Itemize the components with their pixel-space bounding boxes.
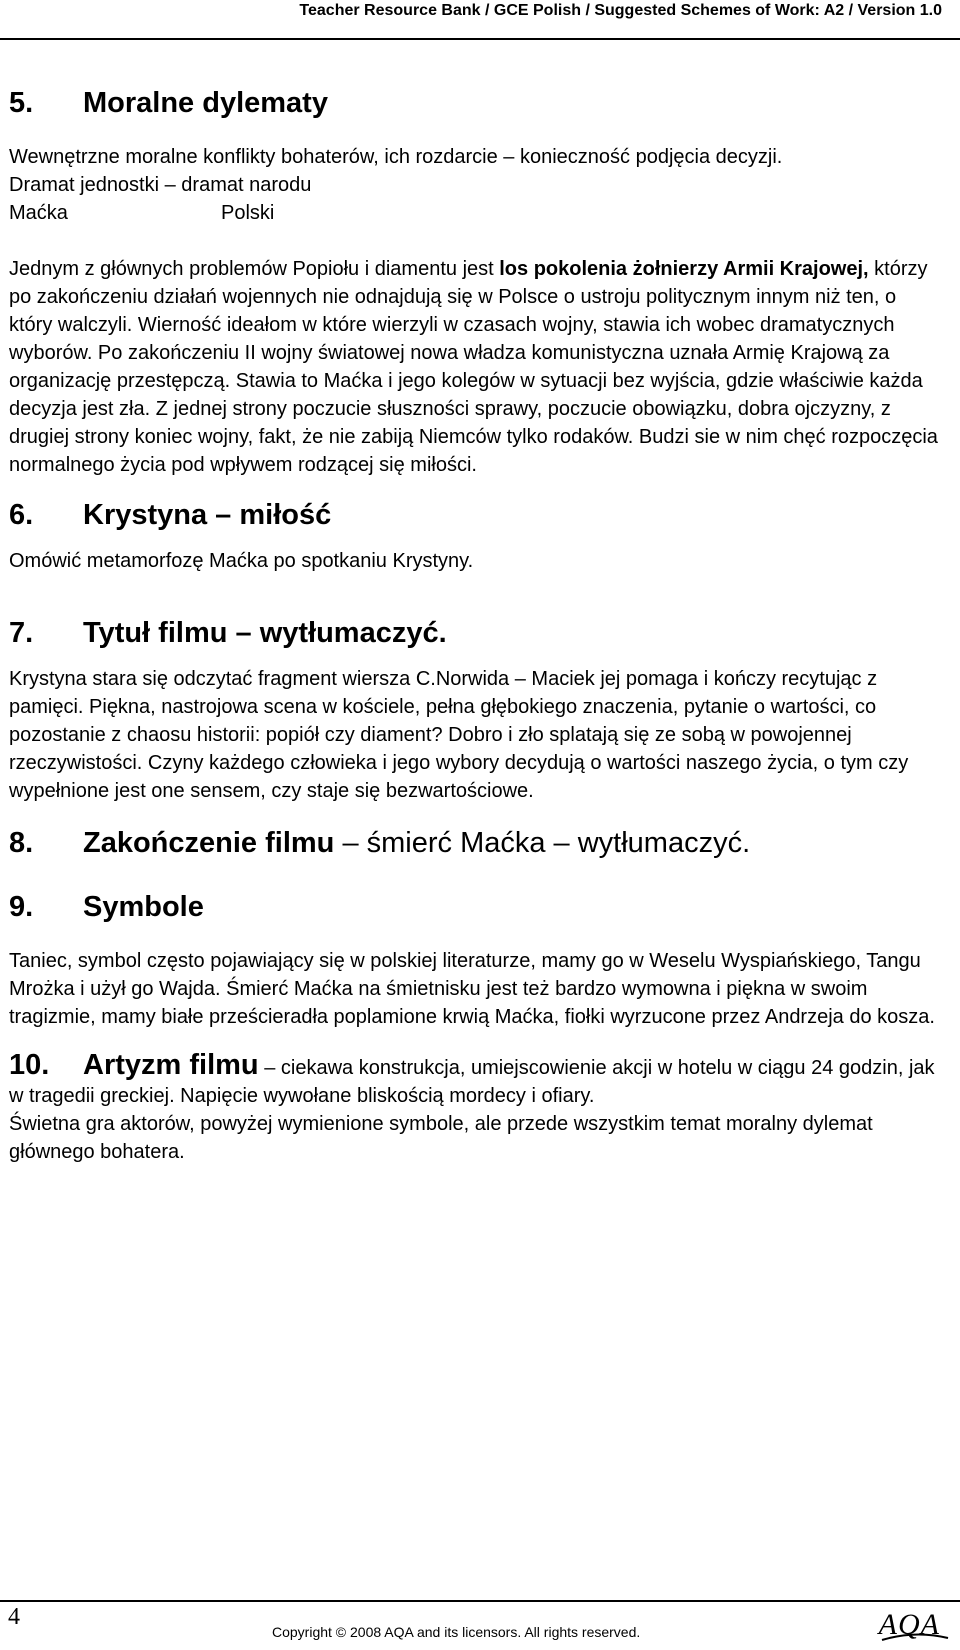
section-number: 10. (9, 1049, 50, 1081)
section-10 (9, 1051, 944, 1166)
section-number: 8. (9, 827, 34, 859)
page-footer (0, 1600, 960, 1650)
logo-swoosh-icon (880, 1630, 950, 1644)
section-title: Krystyna – miłość (83, 499, 332, 531)
section-9-heading (9, 889, 944, 925)
text-run: – ciekawa konstrukcja, umiejscowienie akcji w hotelu w ciągu 24 godzin, jak w tragedii greckiej. Napięcie wywołane bliskością mordecy i ofiary. (9, 1057, 935, 1107)
section-title: Tytuł filmu – wytłumaczyć. (83, 617, 447, 649)
section-title-inline (83, 825, 750, 861)
section-title: Moralne dylematy (83, 87, 328, 119)
section-7 (9, 615, 944, 805)
section-5 (9, 85, 944, 479)
paragraph: Dramat jednostki – dramat narodu (9, 174, 312, 196)
header-text: Teacher Resource Bank / GCE Polish / Suggested Schemes of Work: A2 / Version 1.0 (299, 2, 942, 19)
section-number: 7. (9, 617, 34, 649)
section-number: 6. (9, 499, 34, 531)
paragraph: Świetna gra aktorów, powyżej wymienione symbole, ale przede wszystkim temat moralny dylemat głównego bohatera. (9, 1113, 873, 1163)
text-run: którzy po zakończeniu działań wojennych nie odnajdują się w Polsce o ustroju politycznym innym niż ten, o który walczyli. Wierność ideałom w które wierzyli w czasach wojny, stawia ich wobec dramatycznych wyborów. Po zakończeniu II wojny światowej nowa władza komunistyczna uznała Armię Krajową za organizację przestępczą. Stawia to Maćka i jego kolegów w sytuacji bez wyjścia, gdzie właściwie każda decyzja jest zła. Z jednej strony poczucie słuszności sprawy, poczucie obowiązku, dobra ojczyzny, z drugiej strony koniec wojny, fakt, że nie zabiją Niemców tylko rodaków. Budzi sie w nim chęć rozpoczęcia normalnego życia pod wpływem rodzącej się miłości. (9, 258, 938, 476)
section-6 (9, 497, 944, 575)
section-title: Artyzm filmu (83, 1049, 259, 1081)
paragraph: Krystyna stara się odczytać fragment wiersza C.Norwida – Maciek jej pomaga i kończy recytując z pamięci. Piękna, nastrojowa scena w kościele, pełna głębokiego znaczenia, pytanie o wartości, co pozostanie z chaosu historii: popiół czy diament? Dobro i zło splatają się ze sobą w powojennej rzeczywistości. Czyny każdego człowieka i jego wybory decydują o wartości naszego życia, o tym czy wypełnione jest one sensem, czy staje się bezwartościowe. (9, 668, 909, 802)
text-run: Jednym z głównych problemów Popiołu i diamentu jest (9, 258, 500, 280)
page-header (0, 0, 960, 40)
label-polski: Polski (221, 202, 275, 224)
page-number: 4 (8, 1604, 20, 1630)
bold-text: los pokolenia żołnierzy Armii Krajowej, (499, 258, 869, 280)
section-6-heading (9, 497, 944, 533)
section-8-heading (9, 825, 944, 861)
paragraph: Taniec, symbol często pojawiający się w polskiej literaturze, mamy go w Weselu Wyspiańskiego, Tangu Mrożka i użył go Wajda. Śmierć Maćka na śmietnisku jest też bardzo wymowna i piękna w swoim tragizmie, mamy białe prześcieradła poplamione krwią Maćka, fiołki wyrzucone przez Andrzeja do kosza. (9, 950, 935, 1028)
document-body (9, 85, 944, 1166)
section-8 (9, 825, 944, 861)
section-title: Symbole (83, 891, 204, 923)
section-number: 5. (9, 87, 34, 119)
section-5-heading (9, 85, 944, 121)
paragraph (9, 255, 944, 479)
section-title: Zakończenie filmu (83, 827, 335, 859)
footer-rule (0, 1600, 960, 1602)
paragraph-columns (9, 199, 944, 227)
section-number: 9. (9, 891, 34, 923)
header-rule (0, 38, 960, 40)
section-7-heading (9, 615, 944, 651)
paragraph: Omówić metamorfozę Maćka po spotkaniu Krystyny. (9, 550, 474, 572)
aqa-logo: AQA (878, 1608, 940, 1641)
section-10-paragraph (9, 1051, 944, 1110)
section-9 (9, 889, 944, 1031)
paragraph: Wewnętrzne moralne konflikty bohaterów, ich rozdarcie – konieczność podjęcia decyzji. (9, 146, 783, 168)
copyright-text: Copyright © 2008 AQA and its licensors. All rights reserved. (272, 1624, 641, 1640)
section-title-rest: – śmierć Maćka – wytłumaczyć. (334, 827, 751, 859)
label-macka: Maćka (9, 202, 68, 224)
